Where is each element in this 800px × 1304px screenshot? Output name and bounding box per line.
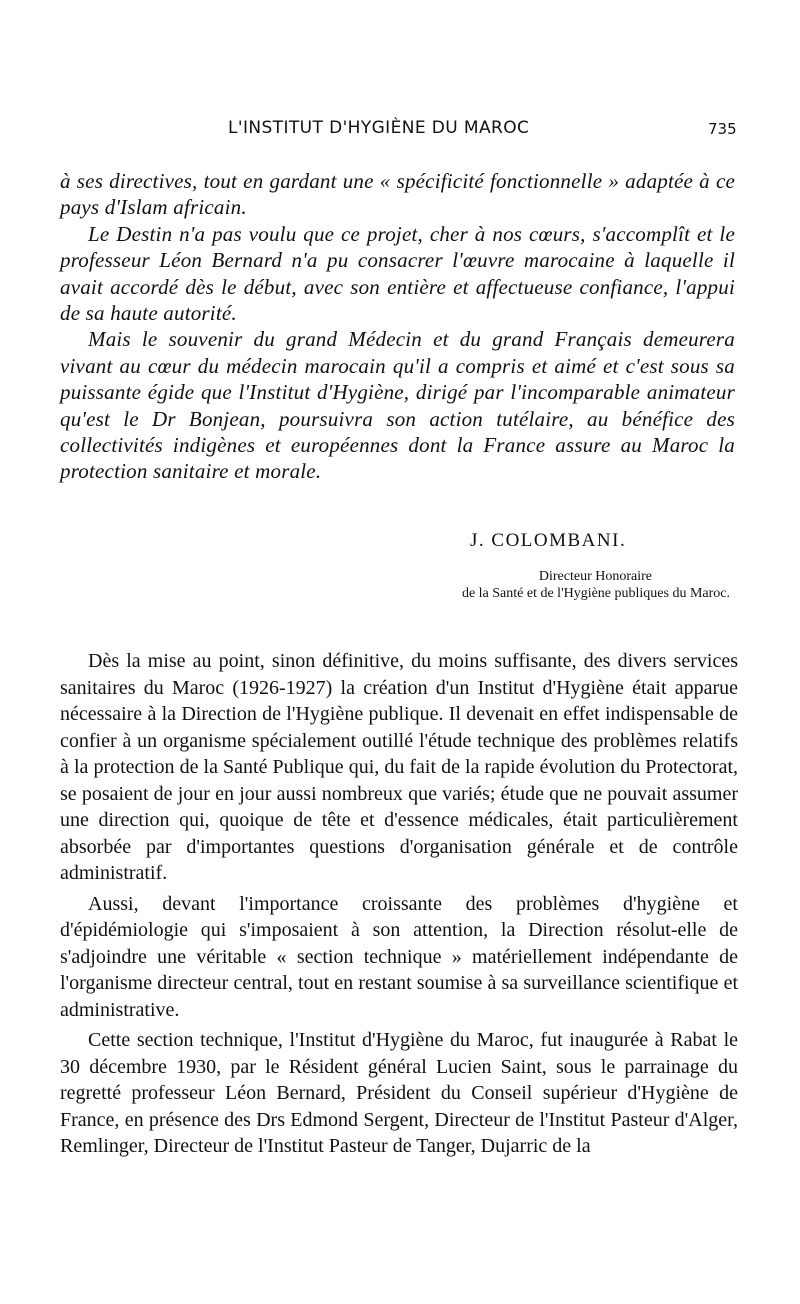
- preface-paragraph: Mais le souvenir du grand Médecin et du grand Français demeurera vivant au cœur du médecin marocain qu'il a compris et aimé et c'est sous sa puissante égide que l'Institut d'Hygiène, dirigé par l'incomparable animateur qu'est le Dr Bonjean, poursuivra son action tutélaire, au bénéfice des collectivités indigènes et européennes dont la France assure au Maroc la protection sanitaire et morale.: [60, 327, 735, 484]
- body-paragraph: Cette section technique, l'Institut d'Hygiène du Maroc, fut inaugurée à Rabat le 30 décembre 1930, par le Résident général Lucien Saint, sous le parrainage du regretté professeur Léon Bernard, Président du Conseil supérieur d'Hygiène de France, en présence des Drs Edmond Sergent, Directeur de l'Institut Pasteur d'Alger, Remlinger, Directeur de l'Institut Pasteur de Tanger, Dujarric de la: [60, 1029, 738, 1157]
- page-number: 735: [708, 120, 737, 138]
- signature-title: [400, 568, 730, 602]
- page-header: [0, 118, 800, 148]
- preface-paragraph: à ses directives, tout en gardant une « spécificité fonctionnelle » adaptée à ce pays d'Islam africain.: [60, 169, 735, 220]
- preface-paragraph: Le Destin n'a pas voulu que ce projet, cher à nos cœurs, s'accomplît et le professeur Léon Bernard n'a pu consacrer l'œuvre marocaine à laquelle il avait accordé dès le début, avec son entière et affectueuse confiance, l'appui de sa haute autorité.: [60, 221, 735, 326]
- running-title: L'INSTITUT D'HYGIÈNE DU MAROC: [228, 118, 530, 138]
- body-text: [60, 648, 738, 1160]
- preface-text: [60, 168, 735, 485]
- signature-name: J. COLOMBANI.: [470, 530, 627, 551]
- signature-title-line: de la Santé et de l'Hygiène publiques du Maroc.: [461, 586, 730, 601]
- body-paragraph: Aussi, devant l'importance croissante des problèmes d'hygiène et d'épidémiologie qui s'imposaient à son attention, la Direction résolut-elle de s'adjoindre une véritable « section technique » matériellement indépendante de l'organisme directeur central, tout en restant soumise à sa surveillance scientifique et administrative.: [60, 892, 738, 1021]
- body-paragraph: Dès la mise au point, sinon définitive, du moins suffisante, des divers services sanitaires du Maroc (1926-1927) la création d'un Institut d'Hygiène était apparue nécessaire à la Direction de l'Hygiène publique. Il devenait en effet indispensable de confier à un organisme spécialement outillé l'étude technique des problèmes relatifs à la protection de la Santé Publique qui, du fait de la rapide évolution du Protectorat, se posaient de jour en jour aussi nombreux que variés; étude que ne pouvait assumer une direction qui, quoique de tête et d'essence médicales, était particulièrement absorbée par d'importantes questions d'organisation générale et de contrôle administratif.: [60, 650, 738, 884]
- signature-title-line: Directeur Honoraire: [538, 569, 652, 584]
